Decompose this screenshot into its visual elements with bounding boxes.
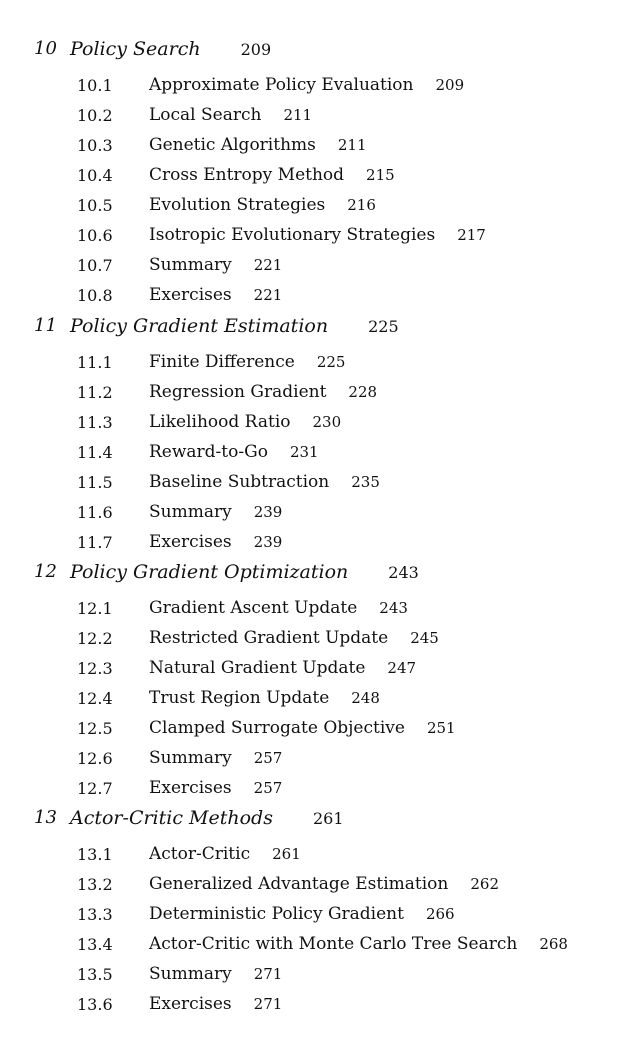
section-page-number: 243	[379, 599, 408, 617]
section-number: 11.3	[77, 413, 113, 432]
section-page-number: 225	[316, 353, 346, 371]
section-title: Exercises	[149, 778, 232, 798]
section-title: Restricted Gradient Update	[149, 628, 389, 648]
section-number: 10.3	[77, 136, 113, 155]
section-link[interactable]	[149, 994, 282, 1014]
section-number: 10.7	[77, 256, 113, 275]
section-title: Regression Gradient	[149, 382, 327, 402]
chapter-page-number: 261	[312, 809, 344, 828]
section-title: Exercises	[149, 994, 232, 1014]
section-number: 11.5	[77, 473, 113, 492]
section-page-number: 211	[337, 136, 367, 154]
section-page-number: 257	[253, 749, 283, 767]
section-page-number: 228	[348, 383, 378, 401]
section-number: 10.6	[77, 226, 113, 245]
section-link[interactable]	[149, 532, 282, 552]
section-link[interactable]	[149, 874, 499, 894]
section-title: Baseline Subtraction	[149, 472, 330, 492]
section-page-number: 209	[435, 76, 465, 94]
section-link[interactable]	[149, 748, 282, 768]
section-link[interactable]	[149, 75, 464, 95]
section-title: Actor-Critic	[149, 844, 251, 864]
section-title: Local Search	[149, 105, 262, 125]
section-link[interactable]	[149, 352, 345, 372]
section-link[interactable]	[149, 844, 301, 864]
chapter-number: 13	[34, 807, 57, 828]
chapter-title: Policy Search	[70, 38, 201, 60]
section-title: Summary	[149, 502, 232, 522]
section-title: Likelihood Ratio	[149, 412, 291, 432]
section-number: 11.7	[77, 533, 113, 552]
section-link[interactable]	[149, 778, 282, 798]
chapter-page-number: 209	[240, 40, 272, 59]
section-number: 13.6	[77, 995, 113, 1014]
section-link[interactable]	[149, 165, 395, 185]
section-page-number: 231	[289, 443, 319, 461]
section-link[interactable]	[149, 105, 312, 125]
section-page-number: 217	[457, 226, 486, 244]
section-page-number: 230	[312, 413, 342, 431]
section-number: 11.1	[77, 353, 113, 372]
section-number: 13.2	[77, 875, 113, 894]
section-page-number: 248	[351, 689, 380, 707]
section-link[interactable]	[149, 255, 282, 275]
section-link[interactable]	[149, 412, 341, 432]
section-number: 10.4	[77, 166, 113, 185]
section-page-number: 271	[253, 965, 283, 983]
section-link[interactable]	[149, 382, 377, 402]
section-title: Finite Difference	[149, 352, 295, 372]
section-link[interactable]	[149, 225, 486, 245]
section-title: Actor-Critic with Monte Carlo Tree Search	[149, 934, 518, 954]
section-link[interactable]	[149, 628, 439, 648]
chapter-title-link[interactable]	[70, 561, 419, 583]
section-page-number: 215	[366, 166, 395, 184]
section-page-number: 221	[253, 256, 283, 274]
section-title: Exercises	[149, 285, 232, 305]
section-number: 12.1	[77, 599, 113, 618]
section-page-number: 211	[283, 106, 313, 124]
section-page-number: 239	[253, 533, 283, 551]
chapter-title-link[interactable]	[70, 38, 271, 60]
section-title: Evolution Strategies	[149, 195, 326, 215]
section-link[interactable]	[149, 442, 319, 462]
section-title: Clamped Surrogate Objective	[149, 718, 405, 738]
section-title: Approximate Policy Evaluation	[149, 75, 414, 95]
section-title: Trust Region Update	[149, 688, 330, 708]
section-page-number: 268	[539, 935, 568, 953]
section-number: 11.6	[77, 503, 113, 522]
section-number: 10.2	[77, 106, 113, 125]
section-title: Summary	[149, 964, 232, 984]
section-page-number: 221	[253, 286, 283, 304]
section-number: 12.5	[77, 719, 113, 738]
section-page-number: 271	[253, 995, 283, 1013]
section-page-number: 239	[253, 503, 283, 521]
section-number: 11.2	[77, 383, 113, 402]
section-number: 12.3	[77, 659, 113, 678]
chapter-title: Actor-Critic Methods	[70, 807, 273, 829]
section-page-number: 235	[351, 473, 380, 491]
section-link[interactable]	[149, 195, 376, 215]
section-number: 12.2	[77, 629, 113, 648]
section-title: Reward-to-Go	[149, 442, 268, 462]
chapter-title: Policy Gradient Optimization	[70, 561, 349, 583]
chapter-number: 12	[34, 561, 57, 582]
section-link[interactable]	[149, 135, 367, 155]
section-link[interactable]	[149, 658, 416, 678]
section-link[interactable]	[149, 688, 380, 708]
section-link[interactable]	[149, 934, 568, 954]
section-number: 13.3	[77, 905, 113, 924]
chapter-page-number: 225	[368, 317, 399, 336]
section-number: 13.5	[77, 965, 113, 984]
section-number: 13.1	[77, 845, 113, 864]
section-title: Genetic Algorithms	[149, 135, 316, 155]
section-title: Summary	[149, 255, 232, 275]
section-title: Gradient Ascent Update	[149, 598, 358, 618]
section-page-number: 247	[387, 659, 417, 677]
section-link[interactable]	[149, 472, 380, 492]
section-page-number: 257	[253, 779, 283, 797]
section-title: Isotropic Evolutionary Strategies	[149, 225, 436, 245]
section-page-number: 216	[347, 196, 376, 214]
section-page-number: 245	[410, 629, 439, 647]
section-link[interactable]	[149, 964, 282, 984]
section-page-number: 266	[425, 905, 455, 923]
section-page-number: 262	[470, 875, 499, 893]
section-link[interactable]	[149, 502, 282, 522]
section-link[interactable]	[149, 285, 282, 305]
chapter-number: 10	[34, 38, 57, 59]
section-page-number: 261	[272, 845, 301, 863]
section-number: 13.4	[77, 935, 113, 954]
section-link[interactable]	[149, 718, 456, 738]
section-number: 12.7	[77, 779, 113, 798]
section-number: 10.8	[77, 286, 113, 305]
section-link[interactable]	[149, 904, 455, 924]
chapter-title-link[interactable]	[70, 807, 344, 829]
section-number: 10.5	[77, 196, 113, 215]
section-title: Exercises	[149, 532, 232, 552]
chapter-number: 11	[34, 315, 57, 336]
section-title: Generalized Advantage Estimation	[149, 874, 449, 894]
section-title: Summary	[149, 748, 232, 768]
chapter-title-link[interactable]	[70, 315, 399, 337]
chapter-title: Policy Gradient Estimation	[70, 315, 329, 337]
section-number: 12.4	[77, 689, 113, 708]
chapter-page-number: 243	[388, 563, 419, 582]
section-number: 12.6	[77, 749, 113, 768]
section-page-number: 251	[426, 719, 456, 737]
section-number: 10.1	[77, 76, 113, 95]
section-number: 11.4	[77, 443, 113, 462]
section-title: Natural Gradient Update	[149, 658, 366, 678]
section-link[interactable]	[149, 598, 408, 618]
section-title: Deterministic Policy Gradient	[149, 904, 404, 924]
section-title: Cross Entropy Method	[149, 165, 345, 185]
